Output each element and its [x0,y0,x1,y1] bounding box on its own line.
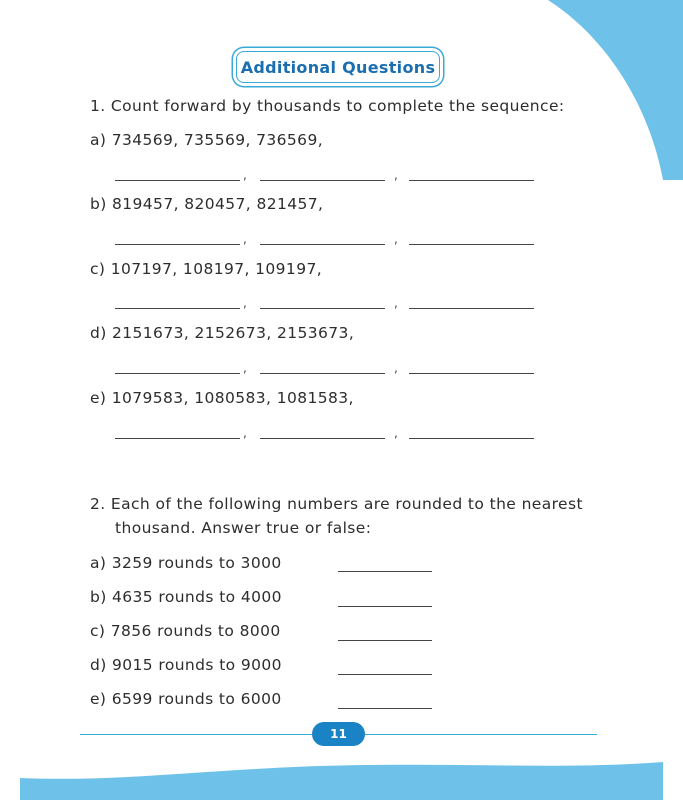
answer-blank[interactable] [115,308,240,309]
answer-blank[interactable] [260,438,385,439]
answer-blank[interactable] [260,308,385,309]
item-label: e) [90,690,107,708]
statement-text: 4635 rounds to 4000 [112,588,282,606]
q1-item-d [90,324,354,342]
statement-text: 9015 rounds to 9000 [112,656,282,674]
sequence-text: 819457, 820457, 821457, [112,195,324,213]
true-false-answer-line[interactable] [338,571,432,572]
answer-blank[interactable] [260,244,385,245]
q1-item-b [90,195,323,213]
item-label: e) [90,389,107,407]
statement-text: 6599 rounds to 6000 [111,690,282,708]
sequence-text: 2151673, 2152673, 2153673, [112,324,355,342]
item-label: b) [90,588,107,606]
answer-blank[interactable] [260,180,385,181]
true-false-answer-line[interactable] [338,640,432,641]
comma-separator: , [394,426,398,440]
q1-a-answer-blanks [115,170,535,186]
answer-blank[interactable] [409,308,534,309]
item-label: c) [90,622,106,640]
q1-prompt: 1. Count forward by thousands to complete the sequence: [90,97,565,115]
q1-item-c [90,260,322,278]
item-label: a) [90,131,107,149]
q1-e-answer-blanks [115,428,535,444]
footer-rule-left [80,734,312,735]
sequence-text: 107197, 108197, 109197, [110,260,323,278]
comma-separator: , [243,168,247,182]
true-false-answer-line[interactable] [338,606,432,607]
comma-separator: , [394,361,398,375]
comma-separator: , [243,426,247,440]
q2-item-a [90,554,282,572]
footer-rule-right [365,734,597,735]
sequence-text: 1079583, 1080583, 1081583, [111,389,354,407]
answer-blank[interactable] [260,373,385,374]
q1-c-answer-blanks [115,298,535,314]
section-title: Additional Questions [236,51,440,83]
top-right-wave [548,0,683,180]
answer-blank[interactable] [409,373,534,374]
answer-blank[interactable] [409,180,534,181]
answer-blank[interactable] [115,244,240,245]
comma-separator: , [243,361,247,375]
answer-blank[interactable] [409,244,534,245]
true-false-answer-line[interactable] [338,708,432,709]
comma-separator: , [394,232,398,246]
bottom-wave [20,762,663,800]
item-label: b) [90,195,107,213]
q1-item-e [90,389,354,407]
item-label: c) [90,260,106,278]
q2-prompt-line1: 2. Each of the following numbers are rounded to the nearest [90,495,583,513]
q2-item-e [90,690,282,708]
page-number-badge: 11 [312,722,365,746]
item-label: d) [90,324,107,342]
q2-item-d [90,656,282,674]
statement-text: 7856 rounds to 8000 [110,622,281,640]
item-label: a) [90,554,107,572]
comma-separator: , [394,296,398,310]
sequence-text: 734569, 735569, 736569, [111,131,324,149]
comma-separator: , [243,232,247,246]
q1-b-answer-blanks [115,234,535,250]
q2-item-c [90,622,281,640]
statement-text: 3259 rounds to 3000 [111,554,282,572]
answer-blank[interactable] [115,373,240,374]
q1-item-a [90,131,323,149]
q1-d-answer-blanks [115,363,535,379]
answer-blank[interactable] [115,180,240,181]
answer-blank[interactable] [115,438,240,439]
item-label: d) [90,656,107,674]
comma-separator: , [394,168,398,182]
q2-prompt-line2: thousand. Answer true or false: [115,519,372,537]
answer-blank[interactable] [409,438,534,439]
comma-separator: , [243,296,247,310]
q2-item-b [90,588,282,606]
true-false-answer-line[interactable] [338,674,432,675]
